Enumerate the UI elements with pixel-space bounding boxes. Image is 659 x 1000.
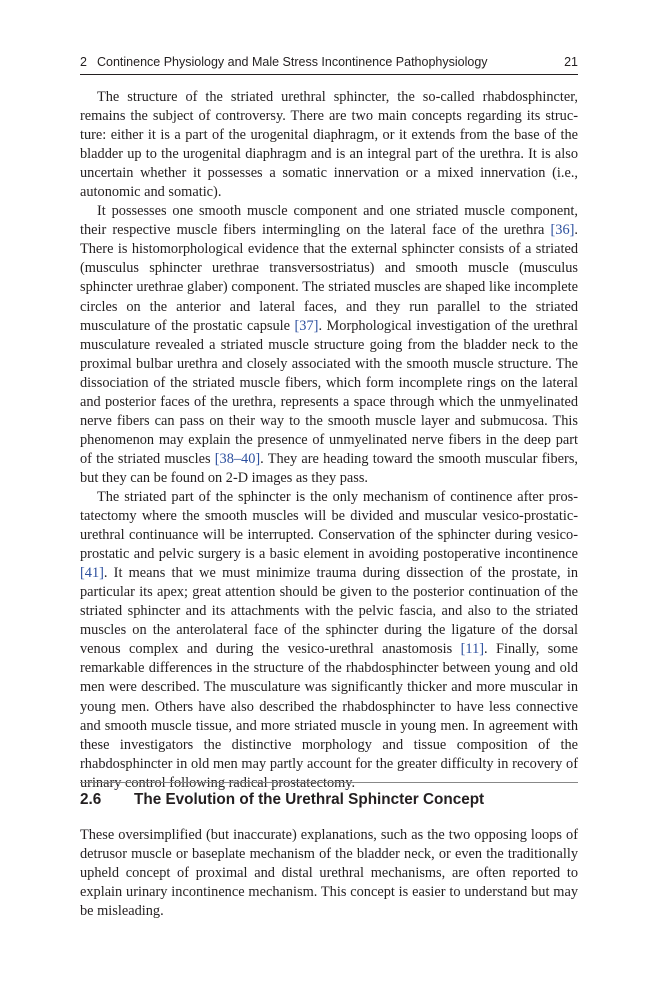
citation-link[interactable]: [37] <box>294 317 319 334</box>
section-number: 2.6 <box>80 791 102 808</box>
paragraph-text: . It means that we must minimize trauma during dissection of the prostate, in particular its apex; great attention should be given to the posterior continuation of the striated sphincter and its attachments with the pelvic fascia, and also to the striated muscles on the anterolateral face of the sphincter during the ligature of the dorsal venous complex and during the vesico-urethral anastomosis <box>80 565 578 658</box>
citation-link[interactable]: [36] <box>550 222 575 239</box>
paragraph-text: It possesses one smooth muscle component and one striated muscle component, their respective muscle fibers intermingling on the lateral face of the urethra <box>80 203 578 239</box>
citation-link[interactable]: [11] <box>460 641 485 658</box>
section-paragraph: These oversimplified (but inaccurate) explanations, such as the two opposing loops of detrusor muscle or baseplate mechanism of the bladder neck, or even the traditionally upheld concept of proximal and distal urethral mechanisms, are often reported to explain urinary incontinence mechanism. This concept is easier to understand but may be misleading. <box>80 827 578 920</box>
paragraph-text: . Finally, some remarkable differences in the structure of the rhabdosphincter between young and old men were described. The musculature was significantly thicker and more muscular in young men. Others have also described the rhabdosphincter to have less connective and smooth muscle tissue, and more striated muscle in young men. In agreement with these investigators the distinctive morphology and tissue composition of the rhabdosphincter in old men may partly account for the greater difficulty in recovery of urinary control following radical prostatectomy. <box>80 641 578 791</box>
paragraph-text: . Morphological investigation of the urethral musculature revealed a striated muscle structure going from the bladder neck to the proximal bulbar urethra and closely associated with the smooth muscle structure. The dissociation of the striated muscle fibers, which form incomplete rings on the lateral and posterior faces of the urethra, represents a space through which the unmyelinated nerve fibers can pass on their way to the smooth muscle layer and submucosa. This phenomenon may explain the presence of unmyelinated nerve fibers in the deep part of the striated muscles <box>80 317 578 467</box>
paragraph-2 <box>80 202 578 488</box>
section-rule <box>80 782 578 783</box>
paragraph-3 <box>80 488 578 793</box>
paragraph-text: . They are heading toward the smooth muscular fibers, but they can be found on 2-D images as they pass. <box>80 450 578 486</box>
chapter-title: Continence Physiology and Male Stress Incontinence Pathophysiology <box>97 55 488 69</box>
running-head <box>80 52 578 72</box>
section-body <box>80 826 578 921</box>
citation-link[interactable]: [38–40] <box>214 450 261 467</box>
section-title: The Evolution of the Urethral Sphincter Concept <box>134 791 485 808</box>
paragraph-1: The structure of the striated urethral sphincter, the so-called rhabdosphincter, remains the subject of controversy. There are two main concepts regarding its structure: either it is a part of the urogenital diaphragm, or it extends from the base of the bladder up to the urogenital diaphragm and is an integral part of the urethra. It is also uncertain whether it possesses a somatic innervation or a mixed innervation (i.e., autonomic and somatic). <box>80 89 578 201</box>
chapter-number: 2 <box>80 55 87 69</box>
section-heading <box>80 788 578 812</box>
paragraph-text: The striated part of the sphincter is the only mechanism of continence after prostatectomy where the smooth muscles will be divided and muscular vesico-prostatic-urethral continuance will be interrupted. Conservation of the sphincter during vesico-prostatic and pelvic surgery is a basic element in avoiding postoperative incontinence <box>80 488 578 563</box>
body-text <box>80 88 578 793</box>
header-rule <box>80 74 578 75</box>
paragraph-text: . There is histomorphological evidence that the external sphincter consists of a striated (musculus sphincter urethrae transversostriatus) and smooth muscle (musculus sphincter urethrae glaber) component. The striated muscles are shaped like incomplete circles on the anterior and lateral faces, and they run parallel to the striated musculature of the prostatic capsule <box>80 222 578 334</box>
citation-link[interactable]: [41] <box>80 565 104 582</box>
page-number: 21 <box>564 55 578 69</box>
